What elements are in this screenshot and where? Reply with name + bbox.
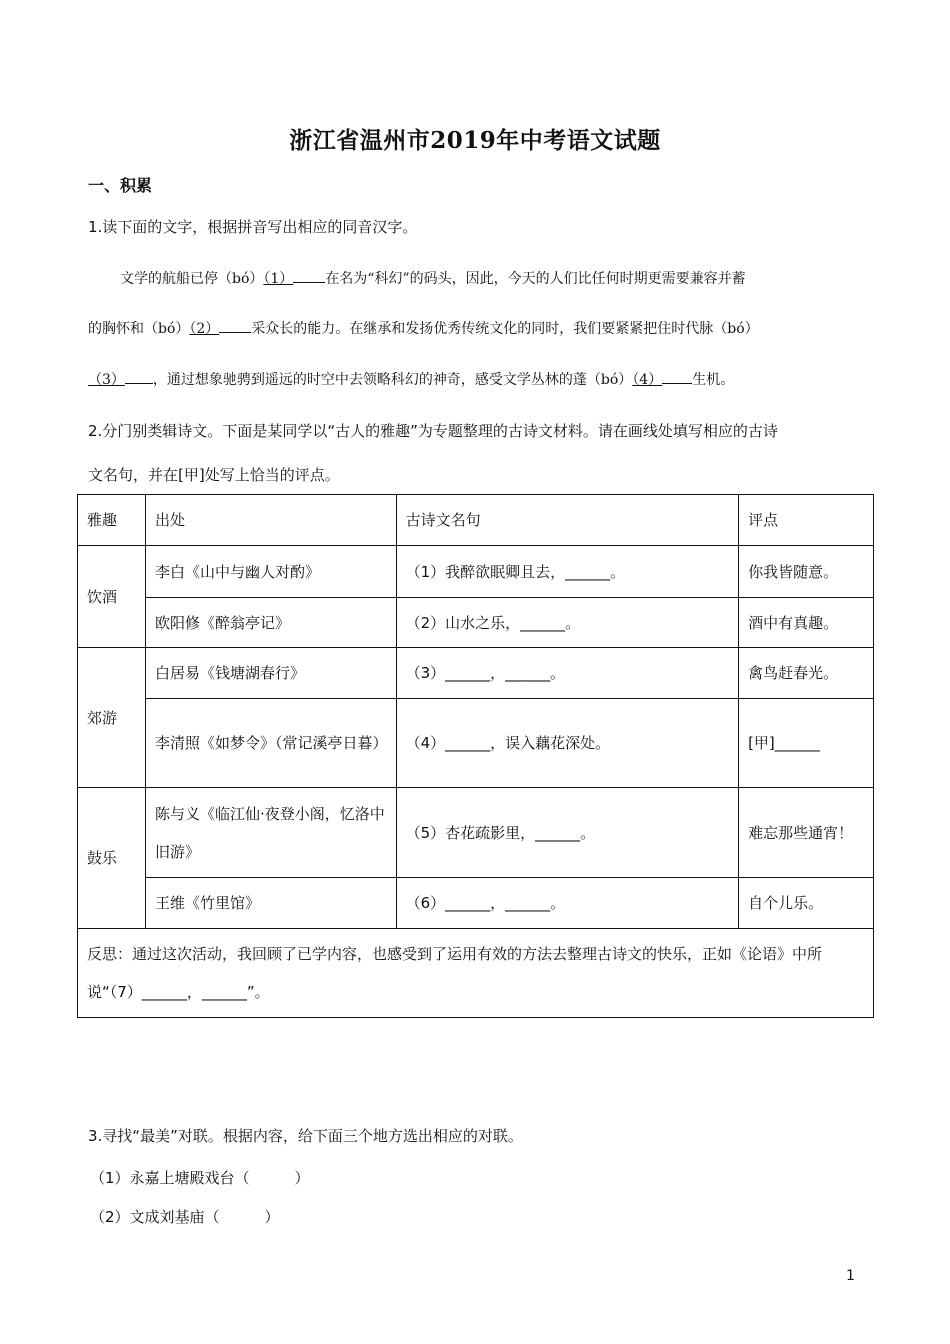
- blank-label-3: （3）: [88, 372, 125, 388]
- passage-text: ，通过想象驰骋到遥远的时空中去领略科幻的神奇，感受文学丛林的蓬（bó）: [152, 372, 633, 388]
- poem-line-cell[interactable]: （4）______，误入藕花深处。: [396, 699, 739, 788]
- fill-blank-3[interactable]: [125, 369, 153, 384]
- fill-blank-1[interactable]: [293, 268, 325, 283]
- passage-text: 采众长的能力。在继承和发扬优秀传统文化的同时，我们要紧紧把住时代脉（bó）: [251, 321, 759, 337]
- blank-label-1: （1）: [263, 271, 294, 287]
- poem-line-cell[interactable]: （3）______，______。: [396, 648, 739, 699]
- question-3-item-1[interactable]: （1）永嘉上塘殿戏台（ ）: [90, 1169, 310, 1187]
- table-row: [78, 546, 874, 598]
- page-number: 1: [846, 1268, 855, 1284]
- question-3-prompt: 3.寻找“最美”对联。根据内容，给下面三个地方选出相应的对联。: [88, 1127, 523, 1145]
- poem-line-cell[interactable]: （5）杏花疏影里，______。: [396, 788, 739, 878]
- passage-text: 的胸怀和（bó）: [88, 321, 190, 337]
- header-cell: 出处: [145, 495, 396, 546]
- source-cell: 王维《竹里馆》: [145, 878, 396, 929]
- source-cell: 李清照《如梦令》（常记溪亭日暮）: [145, 699, 396, 788]
- source-cell: 李白《山中与幽人对酌》: [145, 546, 396, 598]
- blank-label-2: （2）: [189, 321, 220, 337]
- blank-label-4: （4）: [632, 372, 663, 388]
- passage-line-2: [88, 318, 868, 338]
- header-cell: 雅趣: [78, 495, 146, 546]
- comment-cell: 禽鸟赶春光。: [739, 648, 874, 699]
- table-row: [78, 598, 874, 648]
- page-title: 浙江省温州市2019年中考语文试题: [289, 127, 661, 154]
- reflection-row: [78, 929, 874, 1018]
- passage-text: 生机。: [692, 372, 735, 388]
- header-cell: 古诗文名句: [396, 495, 739, 546]
- source-cell: 欧阳修《醉翁亭记》: [145, 598, 396, 648]
- comment-cell: 难忘那些通宵！: [739, 788, 874, 878]
- passage-text: 在名为“科幻”的码头，因此，今天的人们比任何时期更需要兼容并蓄: [325, 271, 746, 287]
- passage-text: 文学的航船已停（bó）: [120, 271, 264, 287]
- table-row: [78, 648, 874, 699]
- fill-blank-2[interactable]: [219, 318, 251, 333]
- table-row: [78, 878, 874, 929]
- table-header-row: [78, 495, 874, 546]
- table-row: [78, 788, 874, 878]
- table-row: [78, 699, 874, 788]
- source-cell: 陈与义《临江仙·夜登小阁，忆洛中旧游》: [145, 788, 396, 878]
- poem-line-cell[interactable]: （1）我醉欲眠卿且去，______。: [396, 546, 739, 598]
- source-cell: 白居易《钱塘湖春行》: [145, 648, 396, 699]
- reflection-cell[interactable]: 反思：通过这次活动，我回顾了已学内容，也感受到了运用有效的方法去整理古诗文的快乐，正如《论语》中所说“（7）______，______”。: [78, 929, 874, 1018]
- question-3-item-2[interactable]: （2）文成刘基庙（ ）: [90, 1208, 280, 1226]
- passage-line-3: [88, 369, 868, 389]
- question-1-prompt: 1.读下面的文字，根据拼音写出相应的同音汉字。: [88, 218, 418, 236]
- fill-blank-4[interactable]: [662, 369, 692, 384]
- group-cell: 鼓乐: [78, 788, 146, 929]
- comment-cell: 自个儿乐。: [739, 878, 874, 929]
- group-cell: 郊游: [78, 648, 146, 788]
- section-heading: 一、积累: [88, 176, 153, 195]
- header-cell: 评点: [739, 495, 874, 546]
- comment-cell[interactable]: [甲]______: [739, 699, 874, 788]
- poem-line-cell[interactable]: （6）______，______。: [396, 878, 739, 929]
- poem-line-cell[interactable]: （2）山水之乐，______。: [396, 598, 739, 648]
- poem-table: [77, 494, 874, 1018]
- comment-cell: 酒中有真趣。: [739, 598, 874, 648]
- passage-line-1: [88, 268, 900, 288]
- comment-cell: 你我皆随意。: [739, 546, 874, 598]
- question-2-prompt: 2.分门别类辑诗文。下面是某同学以“古人的雅趣”为专题整理的古诗文材料。请在画线处填写相应的古诗: [88, 422, 778, 440]
- group-cell: 饮酒: [78, 546, 146, 648]
- question-2-prompt-cont: 文名句，并在[甲]处写上恰当的评点。: [88, 466, 340, 484]
